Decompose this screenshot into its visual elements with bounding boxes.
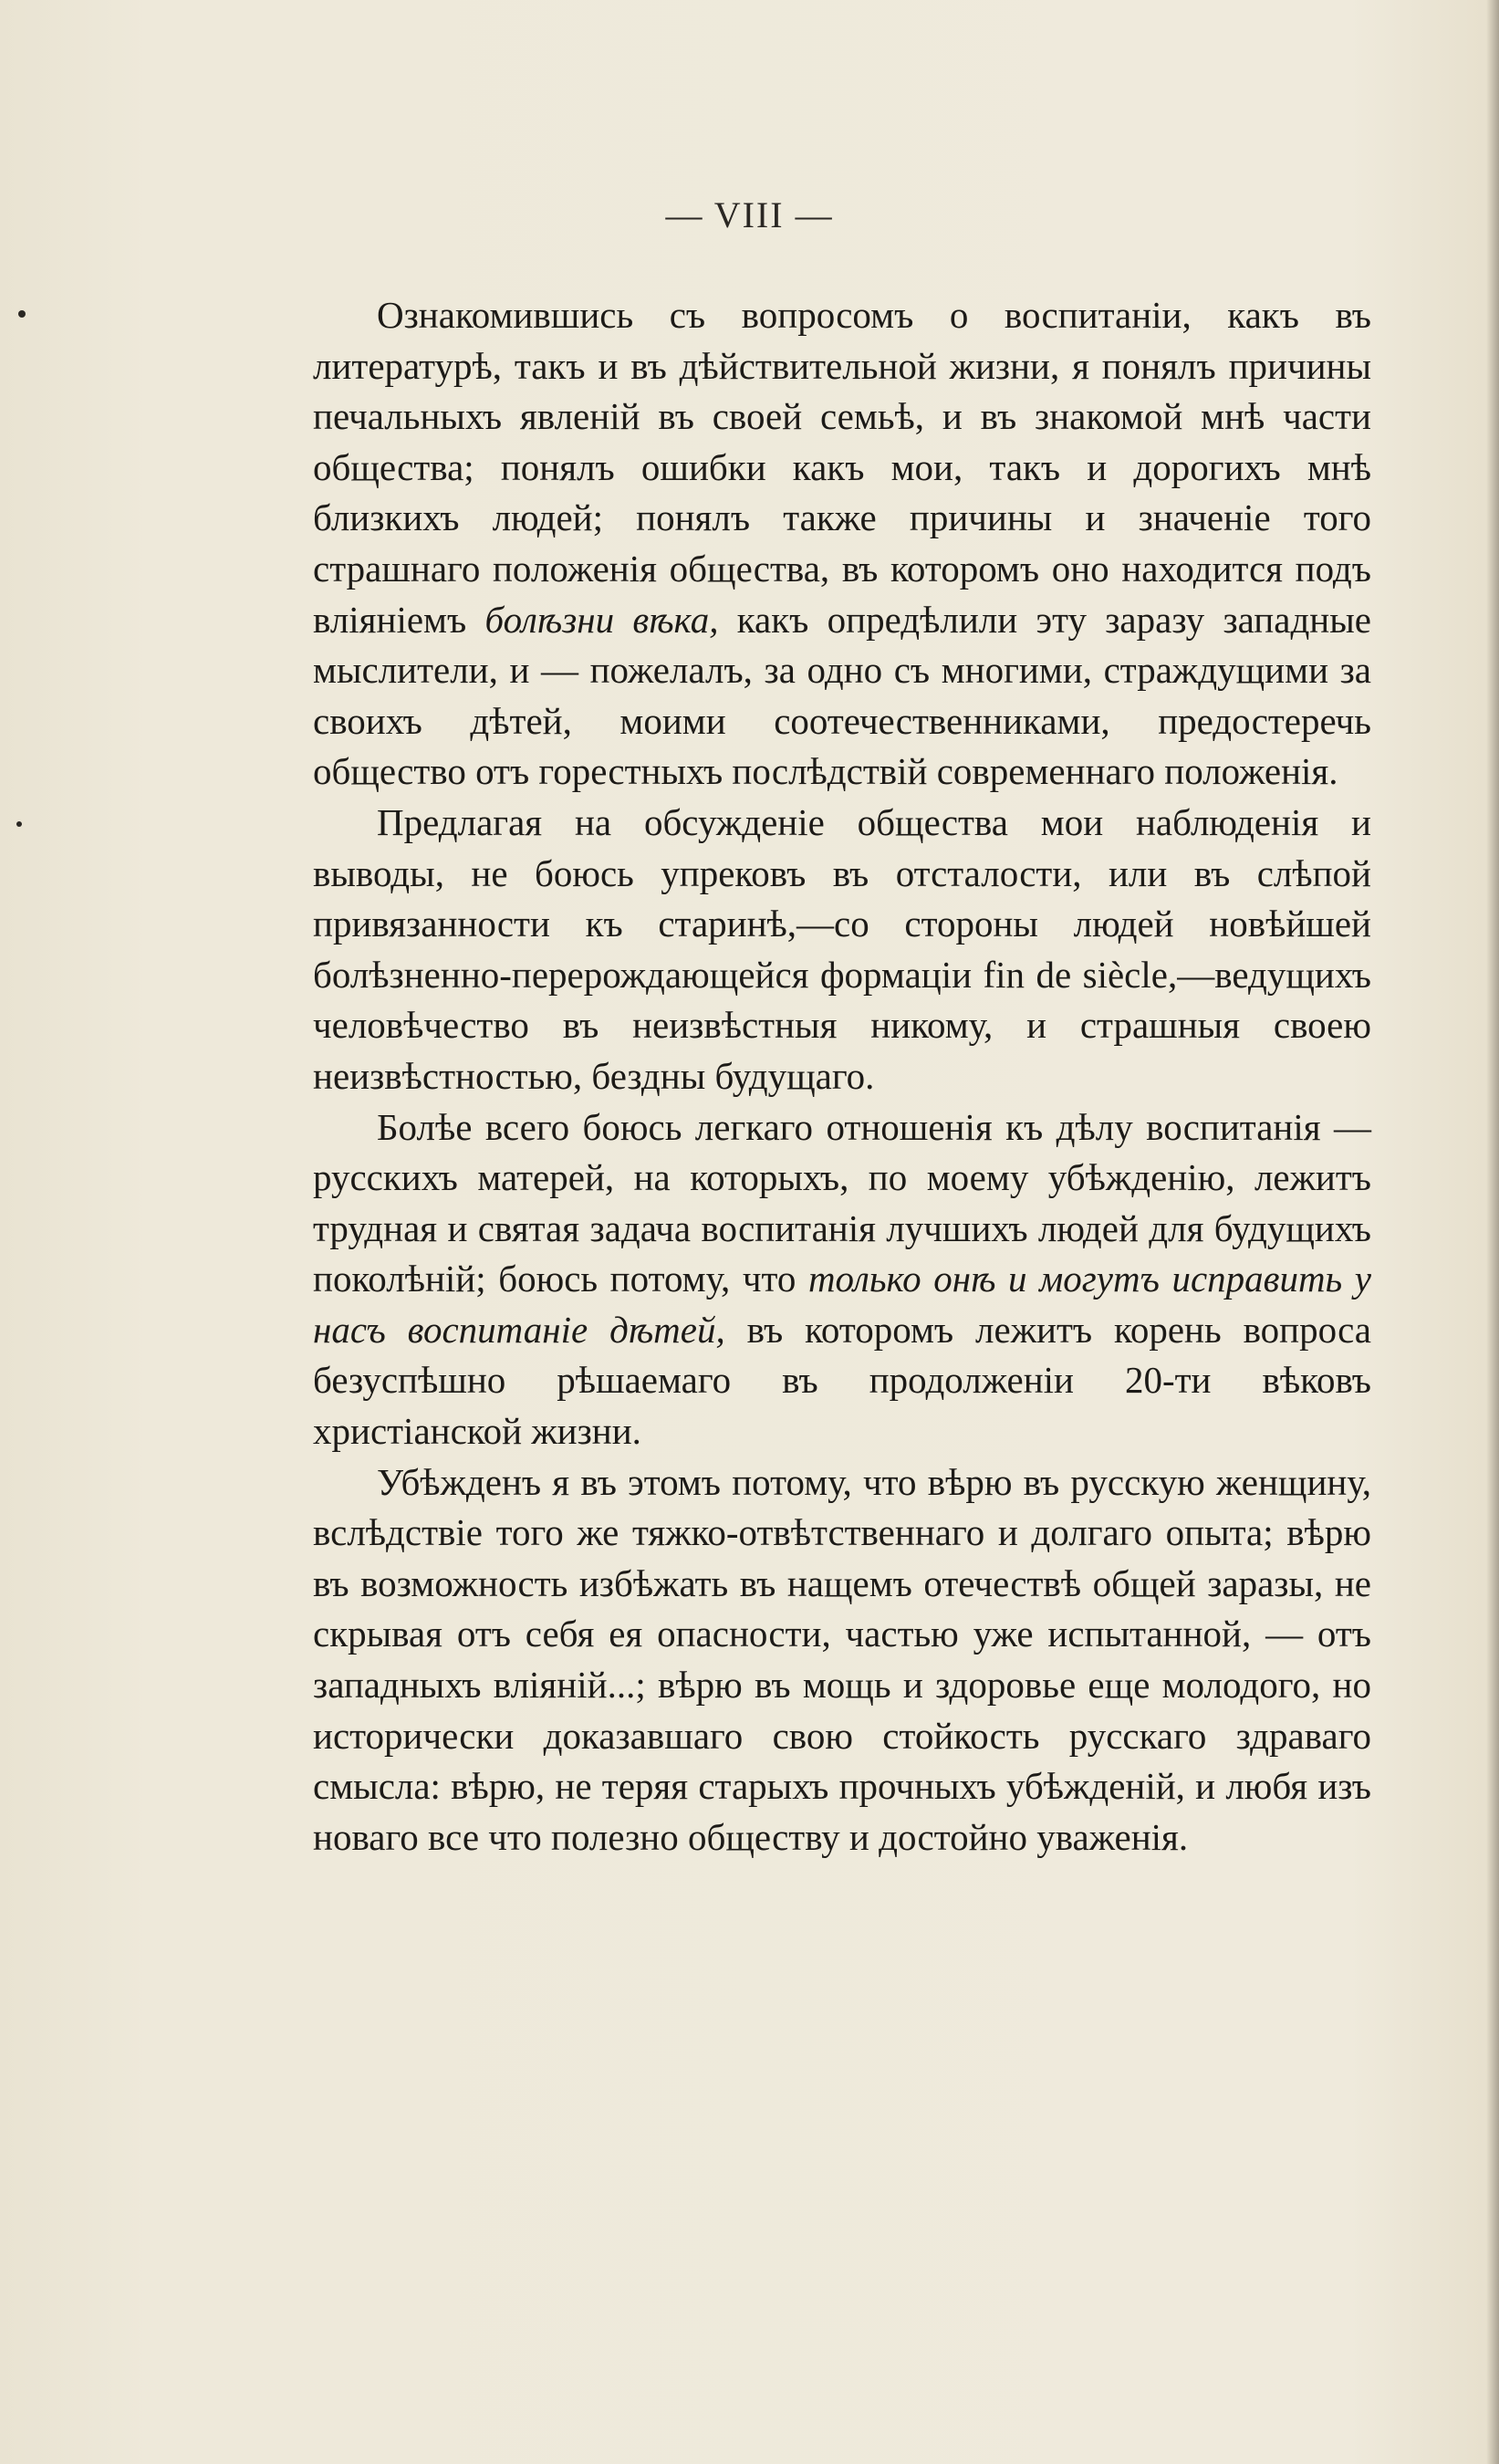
paragraph-text: Предлагая на обсужденіе общества мои наблюденія и выводы, не боюсь упрековъ въ отсталости, или въ слѣпой привязанности къ старинѣ,—со стороны людей новѣйшей болѣзненно-перерождающейся формаціи fin de siècle,—ведущихъ человѣчество въ неизвѣстныя никому, и страшныя своею неизвѣстностью, бездны будущаго. (313, 800, 1371, 1097)
paragraph-4 (313, 1457, 1371, 1864)
paragraph-2 (313, 798, 1371, 1102)
margin-dot-mark (16, 821, 22, 827)
paragraph-text: Убѣжденъ я въ этомъ потому, что вѣрю въ русскую женщину, вслѣдствіе того же тяжко-отвѣтственнаго и долгаго опыта; вѣрю въ возможность избѣжать въ нащемъ отечествѣ общей заразы, не скрывая отъ себя ея опасности, частью уже испытанной, — отъ западныхъ вліяній...; вѣрю въ мощь и здоровье еще молодого, но исторически доказавшаго свою стойкость русскаго здраваго смысла: вѣрю, не теряя старыхъ прочныхъ убѣжденій, и любя изъ новаго все что полезно обществу и достойно уваженія. (313, 1460, 1371, 1858)
paragraph-text: Ознакомившись съ вопросомъ о воспитаніи, какъ въ литературѣ, такъ и въ дѣйствительной жизни, я понялъ причины печальныхъ явленій въ своей семьѣ, и въ знакомой мнѣ части общества; понялъ ошибки какъ мои, такъ и дорогихъ мнѣ близкихъ людей; понялъ также причины и значеніе того страшнаго положенія общества, въ которомъ оно находится подъ вліяніемъ (313, 294, 1371, 641)
italic-phrase: болѣзни вѣка, (484, 598, 719, 641)
page-number: — VIII — (665, 194, 834, 235)
paragraph-text: Болѣе всего боюсь легкаго отношенія къ дѣлу воспитанія — русскихъ матерей, на которыхъ, по моему убѣжденію, лежитъ трудная и святая задача воспитанія лучшихъ людей для будущихъ поколѣній; боюсь потому, что (313, 1105, 1371, 1300)
paragraph-1 (313, 290, 1371, 798)
page-edge-shadow (1486, 0, 1499, 2464)
paragraph-3 (313, 1102, 1371, 1457)
body-text (313, 290, 1371, 1863)
paragraph-text: въ которомъ лежитъ корень вопроса безуспѣшно рѣшаемаго въ продолженіи 20-ти вѣковъ христіанской жизни. (313, 1308, 1371, 1453)
italic-phrase: только онѣ и могутъ исправить у насъ воспитаніе дѣтей, (313, 1258, 1371, 1351)
paragraph-text: какъ опредѣлили эту заразу западные мыслители, и — пожелалъ, за одно съ многими, страждущими за своихъ дѣтей, моими соотечественниками, предостеречь общество отъ горестныхъ послѣдствій современнаго положенія. (313, 598, 1371, 793)
margin-dot-mark (18, 310, 26, 318)
